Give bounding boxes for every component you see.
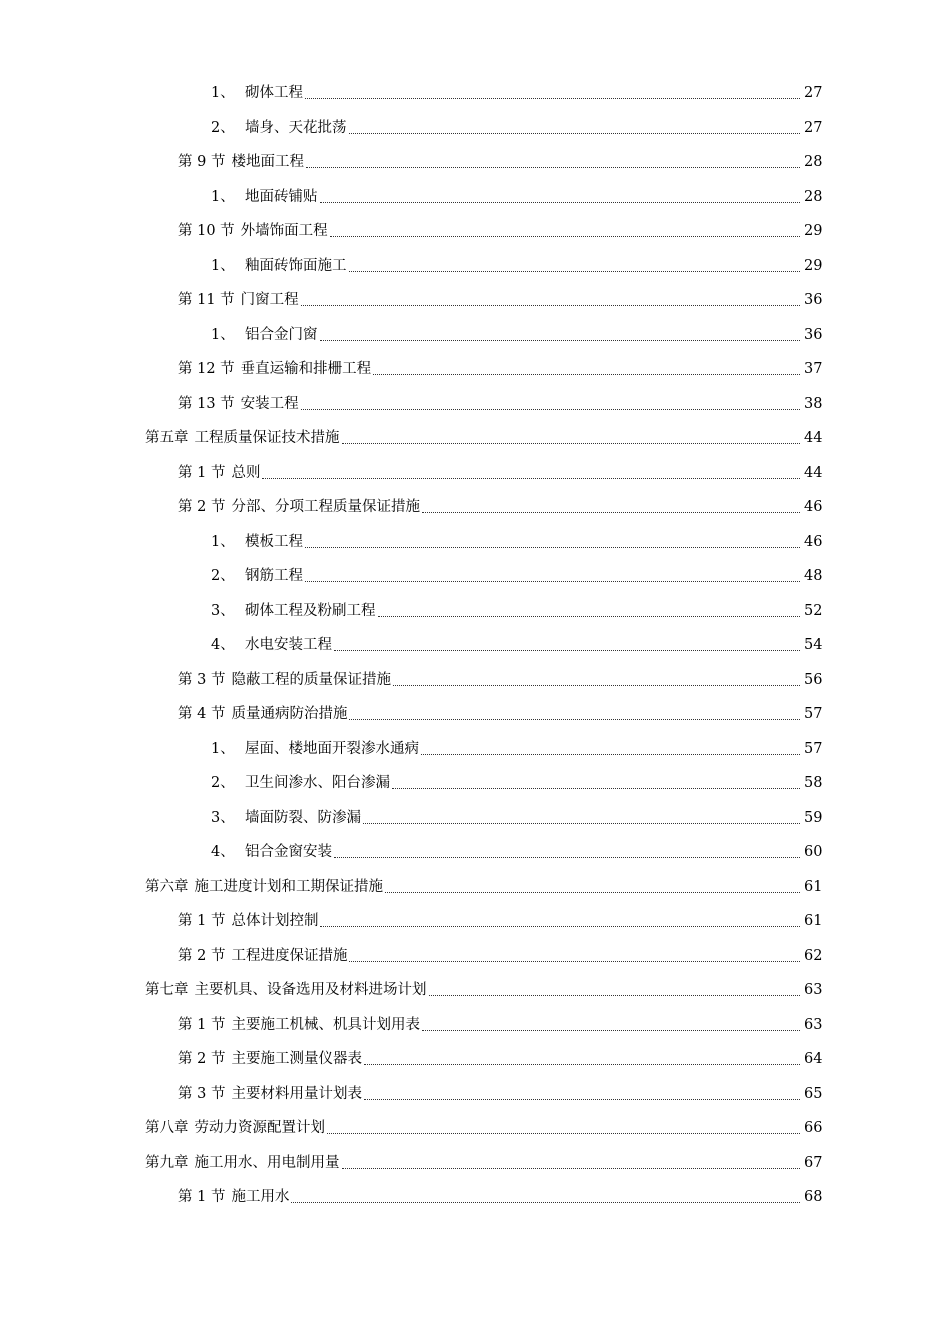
toc-entry-number: 2、 <box>211 568 235 584</box>
toc-entry-title: 水电安装工程 <box>245 637 332 653</box>
toc-entry-title: 铝合金门窗 <box>245 326 318 343</box>
toc-entry[interactable] <box>178 939 950 974</box>
dot-leader <box>422 1029 800 1031</box>
toc-entry-page-number: 46 <box>804 499 823 515</box>
toc-entry-number: 第 13 节 <box>178 395 235 412</box>
dot-leader <box>429 994 801 996</box>
toc-entry-page-number: 67 <box>804 1154 823 1171</box>
toc-entry[interactable] <box>145 870 950 905</box>
toc-entry[interactable] <box>178 904 950 939</box>
toc-entry-page-number: 37 <box>804 361 823 377</box>
toc-entry-page-number: 44 <box>804 464 823 481</box>
toc-entry-number: 第九章 <box>145 1154 189 1171</box>
toc-entry-page-number: 57 <box>804 740 823 757</box>
dot-leader <box>306 166 800 168</box>
toc-entry-title: 屋面、楼地面开裂渗水通病 <box>245 740 419 757</box>
dot-leader <box>364 1063 800 1065</box>
toc-entry[interactable] <box>211 111 950 146</box>
dot-leader <box>320 925 800 927</box>
dot-leader <box>349 718 800 720</box>
toc-entry-page-number: 63 <box>804 1016 823 1033</box>
dot-leader <box>301 304 800 306</box>
toc-entry-number: 2、 <box>211 119 235 136</box>
toc-entry-number: 1、 <box>211 188 235 205</box>
toc-entry-page-number: 64 <box>804 1051 823 1067</box>
dot-leader <box>291 1201 800 1203</box>
table-of-contents <box>0 76 950 1215</box>
toc-entry-page-number: 65 <box>804 1085 823 1102</box>
toc-entry[interactable] <box>178 387 950 422</box>
toc-entry-page-number: 66 <box>804 1120 823 1136</box>
dot-leader <box>327 1132 800 1134</box>
toc-entry-page-number: 27 <box>804 85 823 101</box>
dot-leader <box>305 97 800 99</box>
toc-entry-number: 4、 <box>211 637 235 653</box>
toc-entry[interactable] <box>178 490 950 525</box>
toc-entry-title: 外墙饰面工程 <box>240 223 328 239</box>
toc-entry-number: 第 3 节 <box>178 1085 226 1102</box>
toc-entry[interactable] <box>178 663 950 698</box>
toc-entry[interactable] <box>211 525 950 560</box>
toc-entry[interactable] <box>178 145 950 180</box>
toc-entry-page-number: 28 <box>804 154 823 170</box>
toc-entry-number: 第 1 节 <box>178 464 226 481</box>
toc-entry-number: 第 11 节 <box>178 292 235 308</box>
dot-leader <box>421 753 800 755</box>
toc-entry[interactable] <box>178 697 950 732</box>
toc-entry-title: 工程进度保证措施 <box>231 947 348 964</box>
toc-entry-title: 隐蔽工程的质量保证措施 <box>231 671 391 688</box>
dot-leader <box>422 511 800 513</box>
toc-entry[interactable] <box>211 180 950 215</box>
toc-entry[interactable] <box>211 835 950 870</box>
dot-leader <box>378 615 801 617</box>
dot-leader <box>363 822 800 824</box>
toc-entry-page-number: 58 <box>804 775 823 791</box>
toc-entry-page-number: 36 <box>804 326 823 343</box>
dot-leader <box>392 787 800 789</box>
toc-entry[interactable] <box>211 801 950 836</box>
toc-entry-number: 1、 <box>211 257 235 274</box>
toc-entry-title: 总体计划控制 <box>231 913 319 929</box>
toc-entry-title: 主要机具、设备选用及材料进场计划 <box>194 982 427 998</box>
toc-entry-page-number: 38 <box>804 395 823 412</box>
toc-entry-number: 第 10 节 <box>178 223 235 239</box>
toc-entry-title: 垂直运输和排栅工程 <box>240 361 372 377</box>
dot-leader <box>385 891 800 893</box>
dot-leader <box>349 960 800 962</box>
toc-entry[interactable] <box>178 1180 950 1215</box>
dot-leader <box>349 132 801 134</box>
toc-entry-number: 第 2 节 <box>178 1051 226 1067</box>
toc-entry-number: 第 9 节 <box>178 154 226 170</box>
toc-entry[interactable] <box>211 249 950 284</box>
toc-entry-page-number: 61 <box>804 878 823 895</box>
toc-entry[interactable] <box>178 214 950 249</box>
toc-entry[interactable] <box>145 973 950 1008</box>
toc-entry[interactable] <box>211 594 950 629</box>
toc-entry-title: 分部、分项工程质量保证措施 <box>231 499 420 515</box>
toc-entry-page-number: 54 <box>804 637 823 653</box>
dot-leader <box>393 684 800 686</box>
toc-entry[interactable] <box>211 766 950 801</box>
toc-entry-page-number: 27 <box>804 119 823 136</box>
toc-entry-page-number: 57 <box>804 706 823 722</box>
toc-entry-title: 地面砖铺贴 <box>245 188 318 205</box>
toc-entry-number: 第六章 <box>145 878 189 895</box>
toc-entry-number: 第 4 节 <box>178 706 226 722</box>
toc-entry-title: 主要施工机械、机具计划用表 <box>231 1016 420 1033</box>
toc-entry-number: 1、 <box>211 533 235 550</box>
toc-entry-title: 门窗工程 <box>240 292 299 308</box>
toc-entry-page-number: 44 <box>804 430 823 446</box>
toc-entry-number: 第七章 <box>145 982 189 998</box>
toc-entry-number: 1、 <box>211 85 235 101</box>
toc-entry[interactable] <box>145 1111 950 1146</box>
toc-entry-page-number: 59 <box>804 809 823 826</box>
toc-entry-page-number: 48 <box>804 568 823 584</box>
toc-entry-page-number: 28 <box>804 188 823 205</box>
toc-entry-page-number: 68 <box>804 1189 823 1205</box>
toc-entry-page-number: 56 <box>804 671 823 688</box>
toc-entry[interactable] <box>211 318 950 353</box>
toc-entry-title: 工程质量保证技术措施 <box>194 430 340 446</box>
toc-entry-title: 墙身、天花批荡 <box>245 119 347 136</box>
toc-entry-page-number: 46 <box>804 533 823 550</box>
toc-entry-title: 砌体工程 <box>245 85 303 101</box>
toc-entry-title: 钢筋工程 <box>245 568 303 584</box>
toc-entry-page-number: 61 <box>804 913 823 929</box>
toc-entry[interactable] <box>178 1042 950 1077</box>
toc-entry-number: 第 12 节 <box>178 361 235 377</box>
toc-entry-number: 第 2 节 <box>178 499 226 515</box>
toc-entry-number: 第 2 节 <box>178 947 226 964</box>
dot-leader <box>301 408 800 410</box>
toc-entry-title: 卫生间渗水、阳台渗漏 <box>245 775 390 791</box>
toc-entry-number: 1、 <box>211 326 235 343</box>
toc-entry-page-number: 62 <box>804 947 823 964</box>
toc-entry-number: 第 1 节 <box>178 913 226 929</box>
toc-entry-title: 楼地面工程 <box>231 154 304 170</box>
toc-entry-title: 施工用水、用电制用量 <box>194 1154 340 1171</box>
toc-entry-page-number: 29 <box>804 257 823 274</box>
toc-entry-title: 主要材料用量计划表 <box>231 1085 362 1102</box>
toc-entry[interactable] <box>211 732 950 767</box>
toc-entry-title: 主要施工测量仪器表 <box>231 1051 362 1067</box>
toc-entry[interactable] <box>211 628 950 663</box>
dot-leader <box>349 270 801 272</box>
toc-entry-title: 模板工程 <box>245 533 303 550</box>
toc-entry-title: 施工用水 <box>231 1189 290 1205</box>
toc-entry-number: 第 3 节 <box>178 671 226 688</box>
toc-entry-title: 墙面防裂、防渗漏 <box>245 809 361 826</box>
dot-leader <box>334 856 800 858</box>
dot-leader <box>334 649 800 651</box>
toc-entry-number: 第 1 节 <box>178 1016 226 1033</box>
toc-entry-title: 总则 <box>231 464 261 481</box>
toc-entry-title: 施工进度计划和工期保证措施 <box>194 878 383 895</box>
toc-entry-number: 4、 <box>211 844 235 860</box>
toc-entry-number: 2、 <box>211 775 235 791</box>
dot-leader <box>305 546 800 548</box>
toc-entry-number: 1、 <box>211 740 235 757</box>
toc-entry[interactable] <box>211 76 950 111</box>
toc-entry-page-number: 36 <box>804 292 823 308</box>
toc-entry-title: 砌体工程及粉刷工程 <box>245 602 376 619</box>
dot-leader <box>262 477 800 479</box>
dot-leader <box>342 442 801 444</box>
toc-entry-number: 第 1 节 <box>178 1189 226 1205</box>
dot-leader <box>330 235 800 237</box>
dot-leader <box>305 580 800 582</box>
toc-entry-number: 第八章 <box>145 1120 189 1136</box>
toc-entry[interactable] <box>145 421 950 456</box>
toc-entry-number: 3、 <box>211 602 235 619</box>
dot-leader <box>320 201 801 203</box>
dot-leader <box>373 373 800 375</box>
dot-leader <box>320 339 801 341</box>
toc-entry[interactable] <box>178 456 950 491</box>
toc-entry-number: 3、 <box>211 809 235 826</box>
toc-entry[interactable] <box>178 283 950 318</box>
toc-entry[interactable] <box>211 559 950 594</box>
dot-leader <box>364 1098 800 1100</box>
toc-entry[interactable] <box>178 1008 950 1043</box>
toc-entry-page-number: 52 <box>804 602 823 619</box>
toc-entry[interactable] <box>145 1146 950 1181</box>
toc-entry-page-number: 63 <box>804 982 823 998</box>
toc-entry-title: 安装工程 <box>240 395 299 412</box>
toc-entry-title: 质量通病防治措施 <box>231 706 348 722</box>
dot-leader <box>342 1167 801 1169</box>
toc-entry-number: 第五章 <box>145 430 189 446</box>
toc-entry-page-number: 60 <box>804 844 823 860</box>
toc-entry-title: 铝合金窗安装 <box>245 844 332 860</box>
toc-entry[interactable] <box>178 352 950 387</box>
toc-entry-page-number: 29 <box>804 223 823 239</box>
toc-entry[interactable] <box>178 1077 950 1112</box>
toc-entry-title: 劳动力资源配置计划 <box>194 1120 325 1136</box>
toc-entry-title: 釉面砖饰面施工 <box>245 257 347 274</box>
